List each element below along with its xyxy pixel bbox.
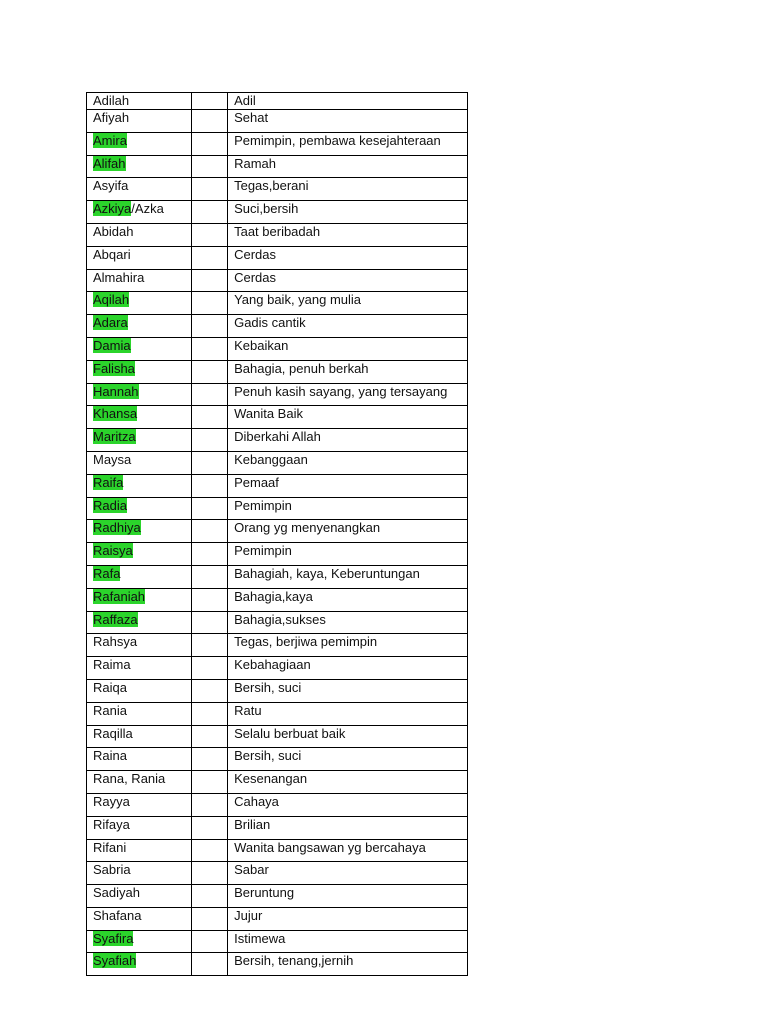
highlighted-name: Hannah (93, 383, 139, 399)
name-cell (87, 953, 192, 976)
name-text: Rana, Rania (93, 771, 166, 787)
name-text: Sabria (93, 862, 131, 878)
table-row (87, 907, 468, 930)
name-cell (87, 269, 192, 292)
table-row (87, 588, 468, 611)
table-row (87, 862, 468, 885)
name-text: Raiqa (93, 679, 127, 695)
name-cell (87, 315, 192, 338)
highlighted-name: Rafa (93, 565, 121, 581)
empty-cell (191, 110, 227, 133)
empty-cell (191, 497, 227, 520)
empty-cell (191, 748, 227, 771)
name-cell (87, 201, 192, 224)
name-text: Adilah (93, 93, 130, 108)
name-text: Abidah (93, 223, 134, 239)
meaning-cell: Kesenangan (228, 771, 468, 794)
empty-cell (191, 611, 227, 634)
name-cell (87, 223, 192, 246)
table-row (87, 93, 468, 110)
name-text: Rifaya (93, 816, 130, 832)
name-cell (87, 725, 192, 748)
empty-cell (191, 132, 227, 155)
empty-cell (191, 907, 227, 930)
meaning-cell: Yang baik, yang mulia (228, 292, 468, 315)
table-row (87, 155, 468, 178)
meaning-cell: Bahagia,kaya (228, 588, 468, 611)
name-cell (87, 748, 192, 771)
empty-cell (191, 588, 227, 611)
table-row (87, 406, 468, 429)
meaning-cell: Orang yg menyenangkan (228, 520, 468, 543)
name-cell (87, 155, 192, 178)
name-text: Afiyah (93, 110, 130, 125)
name-text: Raqilla (93, 725, 133, 741)
table-row (87, 816, 468, 839)
highlighted-name: Alifah (93, 155, 126, 171)
meaning-cell: Pemaaf (228, 474, 468, 497)
meaning-cell: Gadis cantik (228, 315, 468, 338)
empty-cell (191, 771, 227, 794)
name-suffix: /Azka (131, 201, 164, 217)
meaning-cell: Cerdas (228, 269, 468, 292)
table-row (87, 429, 468, 452)
table-row (87, 132, 468, 155)
table-row (87, 543, 468, 566)
name-text: Shafana (93, 907, 142, 923)
empty-cell (191, 223, 227, 246)
name-text: Sadiyah (93, 885, 140, 901)
name-cell (87, 451, 192, 474)
empty-cell (191, 429, 227, 452)
name-cell (87, 839, 192, 862)
table-row (87, 953, 468, 976)
table-row (87, 451, 468, 474)
empty-cell (191, 816, 227, 839)
names-meaning-table (86, 92, 468, 976)
highlighted-name: Aqilah (93, 292, 130, 308)
empty-cell (191, 885, 227, 908)
empty-cell (191, 474, 227, 497)
name-cell (87, 543, 192, 566)
name-cell (87, 520, 192, 543)
empty-cell (191, 201, 227, 224)
name-cell (87, 132, 192, 155)
highlighted-name: Syafiah (93, 953, 137, 969)
empty-cell (191, 702, 227, 725)
empty-cell (191, 406, 227, 429)
highlighted-name: Amira (93, 132, 127, 148)
table-row (87, 497, 468, 520)
meaning-cell: Taat beribadah (228, 223, 468, 246)
name-text: Abqari (93, 246, 131, 262)
name-cell (87, 679, 192, 702)
name-cell (87, 816, 192, 839)
meaning-cell: Wanita Baik (228, 406, 468, 429)
meaning-cell: Ratu (228, 702, 468, 725)
name-cell (87, 771, 192, 794)
highlighted-name: Adara (93, 315, 128, 331)
empty-cell (191, 292, 227, 315)
empty-cell (191, 383, 227, 406)
name-cell (87, 474, 192, 497)
empty-cell (191, 178, 227, 201)
empty-cell (191, 679, 227, 702)
empty-cell (191, 930, 227, 953)
empty-cell (191, 93, 227, 110)
empty-cell (191, 862, 227, 885)
name-cell (87, 178, 192, 201)
meaning-cell: Brilian (228, 816, 468, 839)
empty-cell (191, 360, 227, 383)
empty-cell (191, 953, 227, 976)
highlighted-name: Radia (93, 497, 127, 513)
meaning-cell: Bahagia, penuh berkah (228, 360, 468, 383)
table-row (87, 885, 468, 908)
table-row (87, 793, 468, 816)
highlighted-name: Syafira (93, 930, 134, 946)
name-cell (87, 657, 192, 680)
empty-cell (191, 565, 227, 588)
name-cell (87, 429, 192, 452)
name-cell (87, 793, 192, 816)
meaning-cell: Tegas, berjiwa pemimpin (228, 634, 468, 657)
highlighted-name: Raffaza (93, 611, 138, 627)
empty-cell (191, 543, 227, 566)
highlighted-name: Raisya (93, 543, 133, 559)
highlighted-name: Falisha (93, 360, 135, 376)
meaning-cell: Suci,bersih (228, 201, 468, 224)
name-cell (87, 588, 192, 611)
empty-cell (191, 634, 227, 657)
meaning-cell: Bersih, tenang,jernih (228, 953, 468, 976)
highlighted-name: Radhiya (93, 520, 141, 536)
table-row (87, 246, 468, 269)
meaning-cell: Pemimpin, pembawa kesejahteraan (228, 132, 468, 155)
meaning-cell: Tegas,berani (228, 178, 468, 201)
meaning-cell: Kebaikan (228, 337, 468, 360)
meaning-cell: Kebanggaan (228, 451, 468, 474)
empty-cell (191, 246, 227, 269)
name-cell (87, 337, 192, 360)
table-row (87, 269, 468, 292)
name-cell (87, 360, 192, 383)
name-cell (87, 634, 192, 657)
name-text: Raima (93, 657, 131, 673)
table-row (87, 839, 468, 862)
empty-cell (191, 725, 227, 748)
name-text: Rahsya (93, 634, 138, 650)
table-row (87, 383, 468, 406)
table-row (87, 474, 468, 497)
meaning-cell: Pemimpin (228, 497, 468, 520)
meaning-cell: Istimewa (228, 930, 468, 953)
highlighted-name: Damia (93, 337, 131, 353)
empty-cell (191, 657, 227, 680)
meaning-cell: Cerdas (228, 246, 468, 269)
name-text: Asyifa (93, 178, 129, 194)
name-cell (87, 93, 192, 110)
name-text: Rayya (93, 793, 130, 809)
meaning-cell: Sabar (228, 862, 468, 885)
meaning-cell: Sehat (228, 110, 468, 133)
empty-cell (191, 839, 227, 862)
empty-cell (191, 451, 227, 474)
highlighted-name: Maritza (93, 429, 136, 445)
table-row (87, 178, 468, 201)
name-cell (87, 907, 192, 930)
table-row (87, 771, 468, 794)
table-row (87, 930, 468, 953)
table-row (87, 201, 468, 224)
highlighted-name: Azkiya (93, 201, 132, 217)
name-cell (87, 110, 192, 133)
name-text: Raina (93, 748, 127, 764)
table-row (87, 360, 468, 383)
name-cell (87, 246, 192, 269)
name-cell (87, 565, 192, 588)
name-text: Rania (93, 702, 127, 718)
name-cell (87, 497, 192, 520)
table-row (87, 657, 468, 680)
table-row (87, 611, 468, 634)
meaning-cell: Wanita bangsawan yg bercahaya (228, 839, 468, 862)
meaning-cell: Diberkahi Allah (228, 429, 468, 452)
empty-cell (191, 269, 227, 292)
name-cell (87, 406, 192, 429)
name-text: Rifani (93, 839, 127, 855)
highlighted-name: Khansa (93, 406, 138, 422)
empty-cell (191, 520, 227, 543)
table-row (87, 520, 468, 543)
empty-cell (191, 155, 227, 178)
table-row (87, 725, 468, 748)
meaning-cell: Penuh kasih sayang, yang tersayang (228, 383, 468, 406)
meaning-cell: Beruntung (228, 885, 468, 908)
table-row (87, 679, 468, 702)
empty-cell (191, 337, 227, 360)
highlighted-name: Rafaniah (93, 588, 146, 604)
name-text: Maysa (93, 451, 132, 467)
meaning-cell: Pemimpin (228, 543, 468, 566)
meaning-cell: Ramah (228, 155, 468, 178)
name-cell (87, 702, 192, 725)
table-row (87, 315, 468, 338)
name-cell (87, 885, 192, 908)
empty-cell (191, 793, 227, 816)
table-row (87, 337, 468, 360)
name-cell (87, 862, 192, 885)
table-body (87, 93, 468, 976)
table-row (87, 702, 468, 725)
name-cell (87, 292, 192, 315)
meaning-cell: Cahaya (228, 793, 468, 816)
name-cell (87, 930, 192, 953)
meaning-cell: Bersih, suci (228, 679, 468, 702)
empty-cell (191, 315, 227, 338)
meaning-cell: Adil (228, 93, 468, 110)
name-text: Almahira (93, 269, 145, 285)
table-row (87, 292, 468, 315)
name-cell (87, 383, 192, 406)
table-row (87, 634, 468, 657)
table-row (87, 223, 468, 246)
table-row (87, 565, 468, 588)
table-row (87, 110, 468, 133)
name-cell (87, 611, 192, 634)
meaning-cell: Bahagia,sukses (228, 611, 468, 634)
meaning-cell: Selalu berbuat baik (228, 725, 468, 748)
meaning-cell: Kebahagiaan (228, 657, 468, 680)
highlighted-name: Raifa (93, 474, 124, 490)
meaning-cell: Jujur (228, 907, 468, 930)
meaning-cell: Bahagiah, kaya, Keberuntungan (228, 565, 468, 588)
meaning-cell: Bersih, suci (228, 748, 468, 771)
table-row (87, 748, 468, 771)
